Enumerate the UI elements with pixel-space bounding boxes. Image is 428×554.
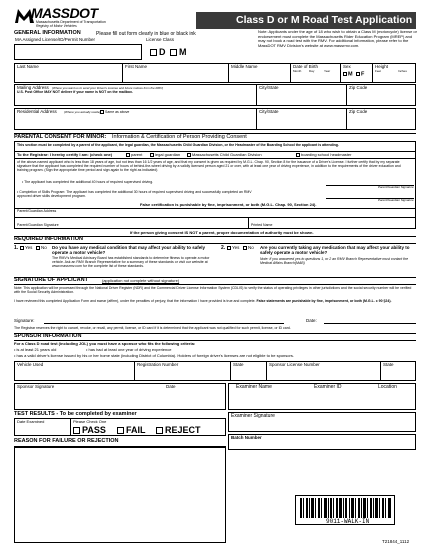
batch-label: Batch Number <box>231 435 262 440</box>
q2-note: Note: If you answered yes to questions 1, or 2 an RMV Branch Representative must contact the Medical Affairs Branch(MAB) <box>260 257 409 266</box>
q1-yes-label: Yes <box>25 244 33 250</box>
last-name-label: Last Name <box>17 64 39 69</box>
sponsor-intro: For a Class D road test (including JOL) you must have a sponsor who fits the following criteria: <box>14 340 196 346</box>
sex-m-option[interactable] <box>343 72 353 78</box>
logo-division: Registry of Motor Vehicles <box>36 24 77 28</box>
class-d-option[interactable] <box>150 48 166 57</box>
headmaster-label: boarding school headmaster <box>301 151 352 157</box>
consent-opt-parent[interactable] <box>126 153 142 157</box>
license-number-label: MA Assigned License/ID/Permit Number <box>15 37 96 42</box>
q2-no-label: No <box>248 244 254 250</box>
barcode-icon <box>300 498 392 518</box>
dob-label: Date of Birth <box>293 63 319 69</box>
sponsor-date-label: Date <box>166 384 176 389</box>
criteria-2-text: has had at least one year of driving experience <box>88 346 172 352</box>
q1-number: 1. <box>14 244 19 251</box>
parent-label: parent <box>131 151 143 157</box>
same-as-above-checkbox[interactable] <box>100 110 104 114</box>
mailing-zip-label: Zip Code <box>349 85 368 90</box>
signature-header: SIGNATURE OF APPLICANT <box>14 277 88 283</box>
dob-year-label: Year <box>324 69 331 73</box>
logo-name: MASSDOT <box>31 5 98 21</box>
q1-note: The RMV's Medical Advisory Board has established standards to determine fitness to operate a motor vehicle. Ask an RMV Branch Representative for a summary of these standards or visit our website at www.massrmv.com for the complete list of these standards. <box>52 256 210 269</box>
examiner-id-label: Examiner ID <box>314 384 342 390</box>
residential-note: (Where you actually reside) <box>64 109 101 114</box>
reject-checkbox[interactable] <box>156 427 163 434</box>
consent-header: PARENTAL CONSENT FOR MINOR: <box>14 133 107 140</box>
general-header: GENERAL INFORMATION <box>14 30 81 36</box>
q2-yes-checkbox[interactable] <box>227 246 231 250</box>
barcode <box>295 495 395 525</box>
vehicle-state-label: State <box>233 362 244 367</box>
sex-label: Sex <box>343 63 351 69</box>
reject-label: REJECT <box>165 425 201 435</box>
class-d-checkbox[interactable] <box>150 49 157 56</box>
reason-header: REASON FOR FAILURE OR REJECTION <box>14 438 119 444</box>
sponsor-sig-label: Sponsor Signature <box>17 384 55 389</box>
fail-checkbox[interactable] <box>117 427 124 434</box>
parent-sig-label-2: Parent/Guardian Signature <box>378 198 414 202</box>
dob-day-label: Day <box>309 69 315 73</box>
consent-header-sub: Information & Certification of Person Providing Consent <box>112 133 247 140</box>
guardian-checkbox[interactable] <box>150 153 154 157</box>
pg-address-label: Parent/Guardian Address <box>17 209 57 213</box>
license-class-label: License Class <box>146 37 175 42</box>
same-as-above-label: Same as above <box>105 109 130 114</box>
cgd-checkbox[interactable] <box>187 153 191 157</box>
class-m-checkbox[interactable] <box>170 49 177 56</box>
consent-intro: This section must be completed by a parent of the applicant, the legal guardian, the Massachusetts Child Guardian Division, or the Headmaster of the Boarding School the applicant is attending. <box>17 142 339 147</box>
not-present-note: If the person giving consent IS NOT a parent, proper documentation of authority must be shown. <box>130 229 314 235</box>
sponsor-criteria-3: • has a valid driver's license issued by his or her home state (including District of Columbia). Holders of foreign driver's licenses are not eligible to be sponsors. <box>14 352 294 358</box>
applicant-date-line[interactable] <box>324 323 416 324</box>
consent-bullet-2: • Completion of Skills Program: The applicant has completed the additional 30 hours of required supervised driving and successfully completed an RMV approved driver skills development program. <box>17 190 252 199</box>
examiner-sig-label: Examiner Signature <box>231 413 275 419</box>
examiner-name-label: Examiner Name <box>236 384 272 390</box>
class-d-label: D <box>159 47 166 57</box>
false-cert: False certification is punishable by fine, imprisonment, or both (M.G.L. Chap. 90, Section 24). <box>140 201 317 207</box>
registrar-note: The Registrar reserves the right to cancel, revoke, or recall, any permit, license, or ID card if it is determined that the applicant was not qualified for such permit, license, or ID card. <box>14 325 291 330</box>
pg-sig-label: Parent/Guardian Signature <box>17 223 59 227</box>
results-header: TEST RESULTS - To be completed by examiner <box>14 411 137 417</box>
logo <box>14 5 104 29</box>
headmaster-checkbox[interactable] <box>296 153 300 157</box>
sponsor-state-label: State <box>383 362 394 367</box>
consent-bullet-1: • The applicant has completed the additional 40 hours of required supervised driving. <box>22 180 154 184</box>
vehicle-row <box>14 361 416 381</box>
q1-yes-checkbox[interactable] <box>20 246 24 250</box>
fail-option[interactable] <box>117 426 146 435</box>
po-note: U.S. Post Office MAY NOT deliver if your name is NOT on the mailbox. <box>17 90 133 94</box>
sex-m-checkbox[interactable] <box>343 72 347 76</box>
q2-no[interactable] <box>243 246 254 251</box>
sex-m-label: M <box>348 71 353 78</box>
reject-option[interactable] <box>156 426 201 435</box>
residential-city-label: City/State <box>259 109 279 114</box>
required-header: REQUIRED INFORMATION <box>14 236 83 242</box>
check-one-label: Please Check One <box>73 418 107 424</box>
applicant-date-label: Date: <box>306 318 317 323</box>
cgd-label: Massachusetts Child Guardian Division <box>192 151 262 157</box>
pass-checkbox[interactable] <box>73 427 80 434</box>
reviewed-text: I have reviewed this completed Application Form and swear (affirm), under the penalties of perjury, that the information I have provided is true and complete. <box>14 298 256 303</box>
page-title: Class D or M Road Test Application <box>236 14 413 26</box>
applicant-sig-line[interactable] <box>44 323 284 324</box>
consent-opt-guardian[interactable] <box>150 153 180 157</box>
height-label: Height <box>375 63 389 69</box>
q1-no-checkbox[interactable] <box>36 246 40 250</box>
q2-yes-label: Yes <box>232 244 240 250</box>
same-as-above-option[interactable] <box>100 110 129 114</box>
class-m-label: M <box>179 47 187 57</box>
false-statement: False statements are punishable by fine, imprisonment, or both (M.G.L. c 90 §24). <box>256 298 392 303</box>
mailing-note: (Where you want us to send your Driver's License and future notices from the RMV) <box>52 85 164 90</box>
sponsor-criteria-2: • has had at least one year of driving experience <box>86 346 172 352</box>
date-examined-label: Date Examined <box>17 418 45 424</box>
sex-f-checkbox[interactable] <box>356 72 360 76</box>
title-bar <box>196 12 416 29</box>
mailing-city-label: City/State <box>259 85 279 90</box>
height-inches-label: Inches <box>398 69 407 73</box>
parent-checkbox[interactable] <box>126 153 130 157</box>
location-label: Location <box>378 384 397 390</box>
barcode-text: 9011-WALK-IN <box>326 518 370 525</box>
consent-body: of the above-named applicant who is less than 18 years of age, but not less than 16 1/2 years of age, and that my consent is given as required by M.G.L. Chap. 90, Section 8 for the issuance of a Driver's License. I further certify that by my separate signature that the applicant has completed the required number of hours of behind-the-wheel driving by a validly licensed person aged 21 or over, with at least one year of driving experience, in addition to the requirements of the driver education and training program. (Sign the appropriate time period and sign again to the right as indicated) <box>17 159 401 172</box>
pass-label: PASS <box>82 425 106 435</box>
class-m-option[interactable] <box>170 48 187 57</box>
criteria-1-text: is at least 21 years old <box>16 346 57 352</box>
guardian-label: legal guardian <box>155 151 181 157</box>
consent-opt-headmaster[interactable] <box>296 153 351 157</box>
q2-number: 2. <box>221 244 226 251</box>
first-name-label: First Name <box>125 64 148 69</box>
pass-option[interactable] <box>73 426 106 435</box>
form-number: T21844_1112 <box>382 539 410 544</box>
mailing-label: Mailing Address <box>17 85 49 90</box>
consent-opt-cgd[interactable] <box>187 153 262 157</box>
vehicle-used-label: Vehicle Used <box>17 362 44 367</box>
q1-no-label: No <box>41 244 47 250</box>
criteria-3-text: has a valid driver's license issued by his or her home state (including District of Columbia). Holders of foreign driver's licenses are not eligible to be sponsors. <box>16 352 294 358</box>
sponsor-license-label: Sponsor License Number <box>269 362 320 367</box>
mrep-note: Note: Applicants under the age of 18 who wish to obtain a Class M (motorcycle) license or endorsement must complete the Massachusetts Rider Education Program (MREP) and may not book a road test with the RMV. For additional information, please refer to the MassDOT RMV Division's website at www.massrmv.com. <box>258 29 417 48</box>
logo-subtitle: Massachusetts Department of Transportation <box>36 20 106 24</box>
q1-yes[interactable] <box>20 246 32 251</box>
residential-zip-label: Zip Code <box>349 109 368 114</box>
sex-f-option[interactable] <box>356 72 364 78</box>
sex-f-label: F <box>361 71 365 78</box>
sponsor-criteria-1: • is at least 21 years old <box>14 346 57 352</box>
q2-yes[interactable] <box>227 246 239 251</box>
parent-sig-label-1: Parent/Guardian Signature <box>378 185 414 189</box>
q1-no[interactable] <box>36 246 47 251</box>
signature-statement <box>14 299 416 303</box>
dob-month-label: Month <box>293 69 302 73</box>
bullet-1-text: The applicant has completed the additional 40 hours of required supervised driving. <box>24 180 154 184</box>
license-number-field[interactable] <box>14 44 142 60</box>
sponsor-header: SPONSOR INFORMATION <box>14 333 82 339</box>
printed-name-label: Printed Name <box>251 223 273 227</box>
residential-label: Residential Address <box>17 109 57 114</box>
bullet-2-text: Completion of Skills Program: The applicant has completed the additional 30 hours of required supervised driving and successfully completed an RMV approved driver skills development program. <box>17 190 252 199</box>
consent-registrar: To the Registrar: I hereby certify I am: (check one) <box>17 151 113 157</box>
general-instruction: Please fill out form clearly in blue or black ink <box>96 30 196 37</box>
q1-text: Do you have any medical condition that may affect your ability to safely operate a motor vehicle? <box>52 245 206 256</box>
middle-name-label: Middle Name <box>231 64 258 69</box>
applicant-sig-label: Signature: <box>14 318 35 323</box>
signature-header-note: (application not complete without signature) <box>102 278 180 283</box>
signature-note: Note: This application will be processed through the National Driver Register (NDR) and the Commercial Driver License Information System (CDLIS) to verify the status of operating privileges in other jurisdictions and the social security number will be verified with the Social Security Administration. <box>14 285 412 294</box>
fail-label: FAIL <box>126 425 146 435</box>
reason-box[interactable] <box>14 447 226 543</box>
reg-number-label: Registration Number <box>137 362 179 367</box>
q2-no-checkbox[interactable] <box>243 246 247 250</box>
height-feet-label: Feet <box>375 69 382 73</box>
q2-text: Are you currently taking any medication that may affect your ability to safely operate a motor vehicle? <box>260 245 410 256</box>
